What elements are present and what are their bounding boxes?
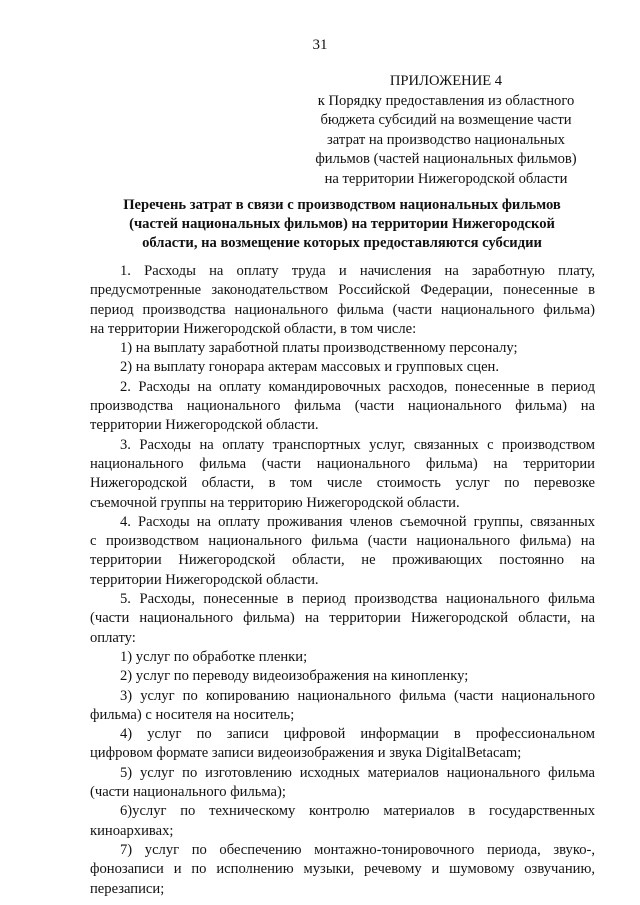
appendix-line: на территории Нижегородской области bbox=[324, 170, 568, 187]
body-line: 2) услуг по переводу видеоизображения на кинопленку; bbox=[120, 668, 469, 685]
body-line: территории Нижегородской области, не проживающих постоянно на bbox=[90, 552, 595, 569]
title-line: области, на возмещение которых предоставляются субсидии bbox=[142, 235, 542, 251]
body-line: фонозаписи и по исполнению музыки, речевому и шумовому озвучанию, bbox=[90, 861, 595, 878]
body-line: 1) услуг по обработке пленки; bbox=[120, 648, 308, 665]
body-line: оплату: bbox=[90, 629, 136, 646]
body-line: (части национального фильма) на территории Нижегородской области, на bbox=[90, 610, 595, 627]
appendix-line: затрат на производство национальных bbox=[327, 131, 565, 148]
appendix-line: ПРИЛОЖЕНИЕ 4 bbox=[389, 73, 503, 89]
body-line: 7) услуг по обеспечению монтажно-тонировочного периода, звуко-, bbox=[120, 841, 595, 858]
body-line: 4. Расходы на оплату проживания членов съемочной группы, связанных bbox=[120, 513, 595, 530]
body-line: Нижегородской области, в том числе стоимость услуг по перевозке bbox=[90, 475, 595, 492]
body-line: с производством национального фильма (части национального фильма) на bbox=[90, 533, 595, 550]
body-line: период производства национального фильма (части национального фильма) bbox=[90, 301, 595, 318]
title-line: Перечень затрат в связи с производством национальных фильмов bbox=[123, 197, 561, 213]
body-line: перезаписи; bbox=[90, 880, 165, 897]
body-text bbox=[90, 262, 595, 899]
appendix-header bbox=[296, 72, 596, 190]
body-line: цифровом формате записи видеоизображения и звука DigitalBetacam; bbox=[90, 745, 522, 762]
page-number: 31 bbox=[312, 37, 328, 53]
appendix-line: фильмов (частей национальных фильмов) bbox=[315, 151, 577, 168]
body-line: национального фильма (части национального фильма) на территории bbox=[90, 455, 595, 472]
body-line: фильма) с носителя на носитель; bbox=[90, 706, 295, 723]
document-title bbox=[92, 196, 592, 253]
title-line: (частей национальных фильмов) на территории Нижегородской bbox=[129, 216, 555, 232]
body-line: предусмотренные законодательством Российской Федерации, понесенные в bbox=[90, 282, 595, 299]
body-line: производства национального фильма (части национального фильма) на bbox=[90, 398, 595, 415]
appendix-line: к Порядку предоставления из областного bbox=[317, 92, 575, 109]
body-line: 1. Расходы на оплату труда и начисления на заработную плату, bbox=[120, 263, 595, 279]
body-line: 2. Расходы на оплату командировочных расходов, понесенные в период bbox=[120, 378, 595, 395]
body-line: на территории Нижегородской области, в том числе: bbox=[90, 320, 417, 337]
body-line: киноархивах; bbox=[90, 822, 174, 839]
body-line: 3. Расходы на оплату транспортных услуг, связанных с производством bbox=[120, 436, 595, 453]
appendix-line: бюджета субсидий на возмещение части bbox=[320, 112, 572, 129]
body-line: территории Нижегородской области. bbox=[90, 417, 319, 434]
body-line: 2) на выплату гонорара актерам массовых и групповых сцен. bbox=[120, 359, 500, 376]
body-line: 1) на выплату заработной платы производственному персоналу; bbox=[120, 340, 518, 357]
body-line: 5) услуг по изготовлению исходных материалов национального фильма bbox=[120, 764, 595, 781]
body-line: 4) услуг по записи цифровой информации в профессиональном bbox=[120, 726, 595, 743]
body-line: (части национального фильма); bbox=[90, 784, 286, 801]
body-line: 5. Расходы, понесенные в период производства национального фильма bbox=[120, 591, 595, 608]
body-line: 3) услуг по копированию национального фильма (части национального bbox=[120, 687, 595, 704]
body-line: 6)услуг по техническому контролю материалов в государственных bbox=[120, 803, 595, 820]
body-line: территории Нижегородской области. bbox=[90, 571, 319, 588]
body-line: съемочной группы на территорию Нижегородской области. bbox=[90, 494, 460, 511]
